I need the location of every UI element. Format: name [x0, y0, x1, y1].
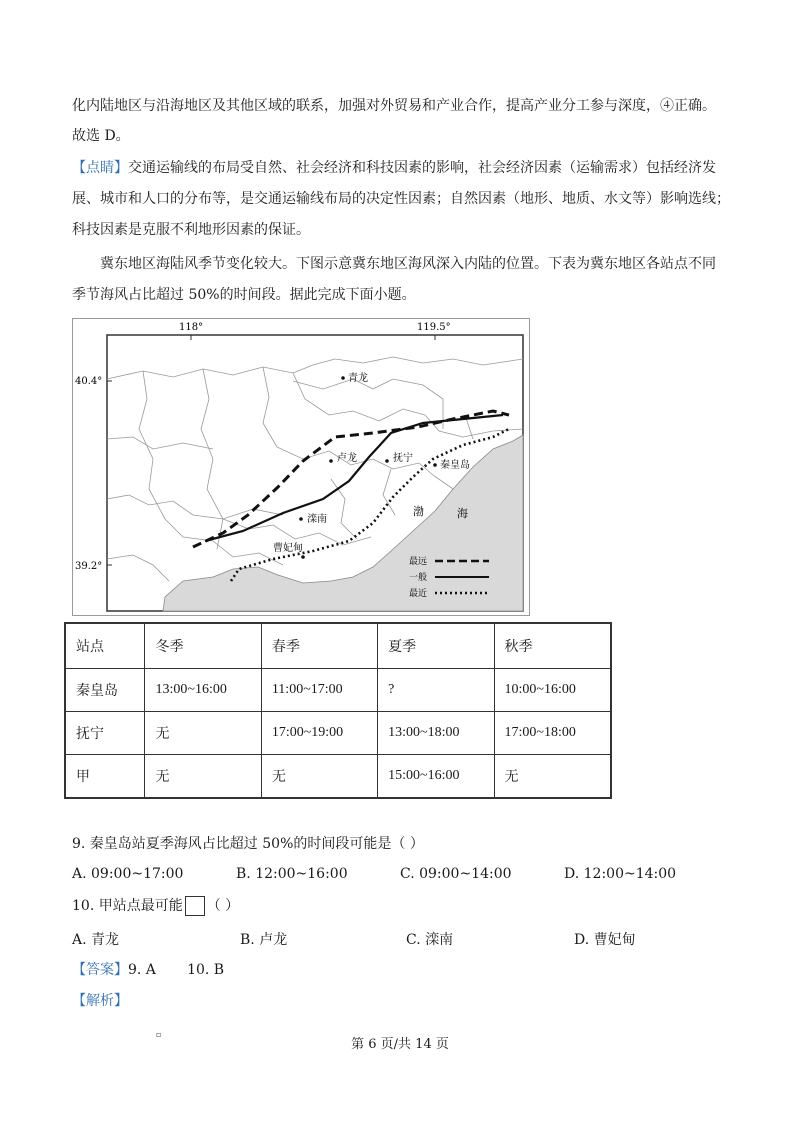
table-cell: 13:00~16:00 [145, 669, 261, 712]
question-10-prefix: 10. 甲站点最可能 [72, 898, 183, 914]
answer-tag: 【答案】 [72, 962, 128, 978]
lon-label-left: 118° [179, 322, 204, 333]
place-label: 抚宁 [393, 453, 413, 464]
place-label: 卢龙 [337, 453, 357, 464]
paragraph-line-5: 科技因素是克服不利地形因素的保证。 [72, 222, 310, 238]
option-9a[interactable]: A. 09:00~17:00 [72, 866, 184, 882]
table-header-cell: 站点 [65, 623, 145, 669]
table-cell: 无 [145, 712, 261, 755]
season-table [64, 622, 612, 799]
footer-mark: ▫ [156, 1030, 162, 1039]
legend-label-general: 一般 [409, 573, 428, 583]
question-10-options [72, 929, 712, 949]
table-row [65, 755, 611, 799]
table-header-row [65, 623, 611, 669]
table-cell: ? [378, 669, 494, 712]
option-9c[interactable]: C. 09:00~14:00 [400, 866, 512, 882]
table-cell: 秦皇岛 [65, 669, 145, 712]
analysis-tag: 【解析】 [72, 993, 128, 1009]
question-9-options [72, 866, 712, 886]
legend-label-farthest: 最远 [409, 557, 428, 567]
place-label: 曹妃甸 [273, 543, 303, 554]
place-label: 滦南 [307, 514, 327, 525]
lon-label-right: 119.5° [417, 322, 451, 333]
lat-label-bottom: 39.2° [75, 561, 103, 572]
paragraph-line-4: 展、城市和人口的分布等，是交通运输线布局的决定性因素；自然因素（地形、地质、水文等）影响选线； [72, 191, 730, 207]
table-header-cell: 冬季 [145, 623, 261, 669]
table-cell: 17:00~18:00 [494, 712, 611, 755]
answer-line [72, 960, 224, 980]
question-10-suffix: （ ） [206, 898, 240, 914]
table-header-cell: 春季 [261, 623, 377, 669]
page-footer: 第 6 页/共 14 页 [351, 1037, 449, 1052]
paragraph-line-7: 季节海风占比超过 50%的时间段。据此完成下面小题。 [72, 287, 416, 303]
option-9b[interactable]: B. 12:00~16:00 [236, 866, 348, 882]
sea-label-1: 渤 [413, 505, 424, 518]
sea-label-2: 海 [457, 507, 468, 520]
option-10b[interactable]: B. 卢龙 [240, 932, 288, 948]
table-row [65, 712, 611, 755]
paragraph-line-3 [72, 158, 716, 178]
option-10a[interactable]: A. 青龙 [72, 932, 120, 948]
answer-text: 9. A 10. B [128, 962, 225, 978]
paragraph-line-6: 冀东地区海陆风季节变化较大。下图示意冀东地区海风深入内陆的位置。下表为冀东地区各站点不同 [100, 256, 716, 272]
option-10c[interactable]: C. 滦南 [406, 932, 454, 948]
lat-label-top: 40.4° [75, 376, 103, 387]
table-cell: 无 [494, 755, 611, 799]
table-cell: 10:00~16:00 [494, 669, 611, 712]
table-cell: 无 [145, 755, 261, 799]
table-cell: 13:00~18:00 [378, 712, 494, 755]
answer-blank-box [185, 896, 205, 916]
map-figure [72, 318, 530, 616]
table-cell: 17:00~19:00 [261, 712, 377, 755]
note-text: 交通运输线的布局受自然、社会经济和科技因素的影响，社会经济因素（运输需求）包括经济发 [128, 160, 716, 176]
table-cell: 甲 [65, 755, 145, 799]
table-header-cell: 秋季 [494, 623, 611, 669]
table-cell: 无 [261, 755, 377, 799]
table-cell: 11:00~17:00 [261, 669, 377, 712]
table-header-cell: 夏季 [378, 623, 494, 669]
analysis-line [72, 991, 128, 1011]
paragraph-line-1: 化内陆地区与沿海地区及其他区域的联系，加强对外贸易和产业合作，提高产业分工参与深度，④正确。 [72, 98, 716, 114]
table-cell: 抚宁 [65, 712, 145, 755]
paragraph-line-2: 故选 D。 [72, 128, 130, 144]
table-row [65, 669, 611, 712]
question-10 [72, 896, 239, 916]
legend-label-nearest: 最近 [409, 589, 428, 599]
table-cell: 15:00~16:00 [378, 755, 494, 799]
question-9: 9. 秦皇岛站夏季海风占比超过 50%的时间段可能是（ ） [72, 836, 424, 852]
note-tag: 【点睛】 [72, 160, 128, 176]
option-10d[interactable]: D. 曹妃甸 [574, 932, 636, 948]
place-label: 青龙 [348, 373, 368, 384]
place-label: 秦皇岛 [440, 460, 470, 471]
option-9d[interactable]: D. 12:00~14:00 [564, 866, 677, 882]
